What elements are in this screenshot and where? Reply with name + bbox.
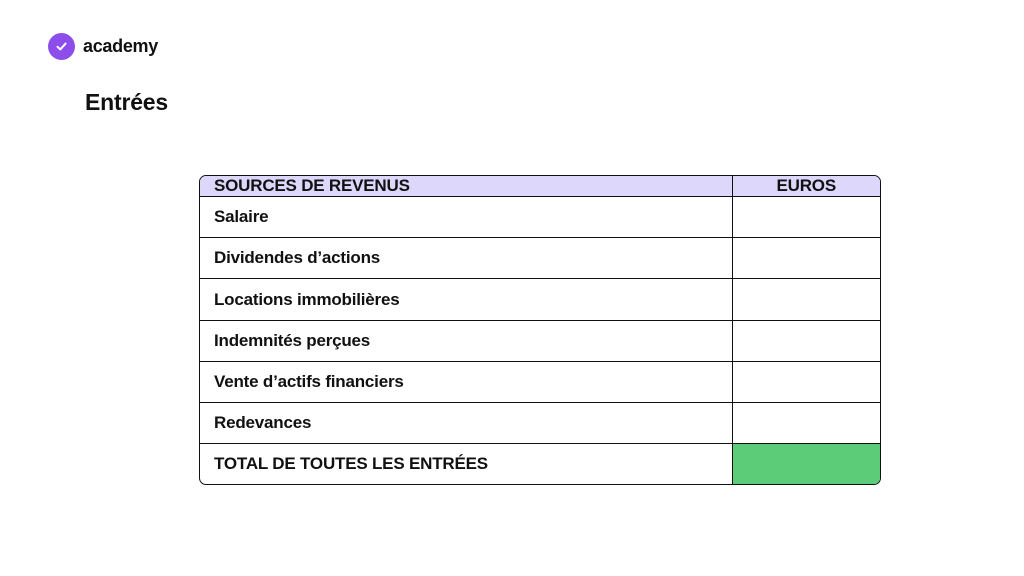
brand-name: academy xyxy=(83,36,158,56)
row-label: Indemnités perçues xyxy=(200,320,732,361)
row-value xyxy=(732,238,880,279)
total-row xyxy=(200,444,880,484)
total-value xyxy=(732,444,880,484)
table-row xyxy=(200,361,880,402)
table-row xyxy=(200,403,880,444)
check-mark-icon xyxy=(55,40,68,53)
income-table xyxy=(199,175,881,485)
table-header-row xyxy=(200,176,880,197)
row-label: Dividendes d’actions xyxy=(200,238,732,279)
row-label: Salaire xyxy=(200,197,732,238)
page-title: Entrées xyxy=(85,89,168,115)
total-label: TOTAL DE TOUTES LES ENTRÉES xyxy=(200,444,732,484)
table-row xyxy=(200,320,880,361)
row-label: Redevances xyxy=(200,403,732,444)
check-circle-icon xyxy=(48,33,75,60)
header-euros: EUROS xyxy=(732,176,880,197)
row-value xyxy=(732,197,880,238)
row-value xyxy=(732,320,880,361)
row-label: Locations immobilières xyxy=(200,279,732,320)
table-row xyxy=(200,197,880,238)
income-table-grid xyxy=(200,176,880,484)
header-sources: SOURCES DE REVENUS xyxy=(200,176,732,197)
row-label: Vente d’actifs financiers xyxy=(200,361,732,402)
brand xyxy=(48,33,158,60)
row-value xyxy=(732,279,880,320)
table-row xyxy=(200,279,880,320)
row-value xyxy=(732,403,880,444)
table-row xyxy=(200,238,880,279)
row-value xyxy=(732,361,880,402)
